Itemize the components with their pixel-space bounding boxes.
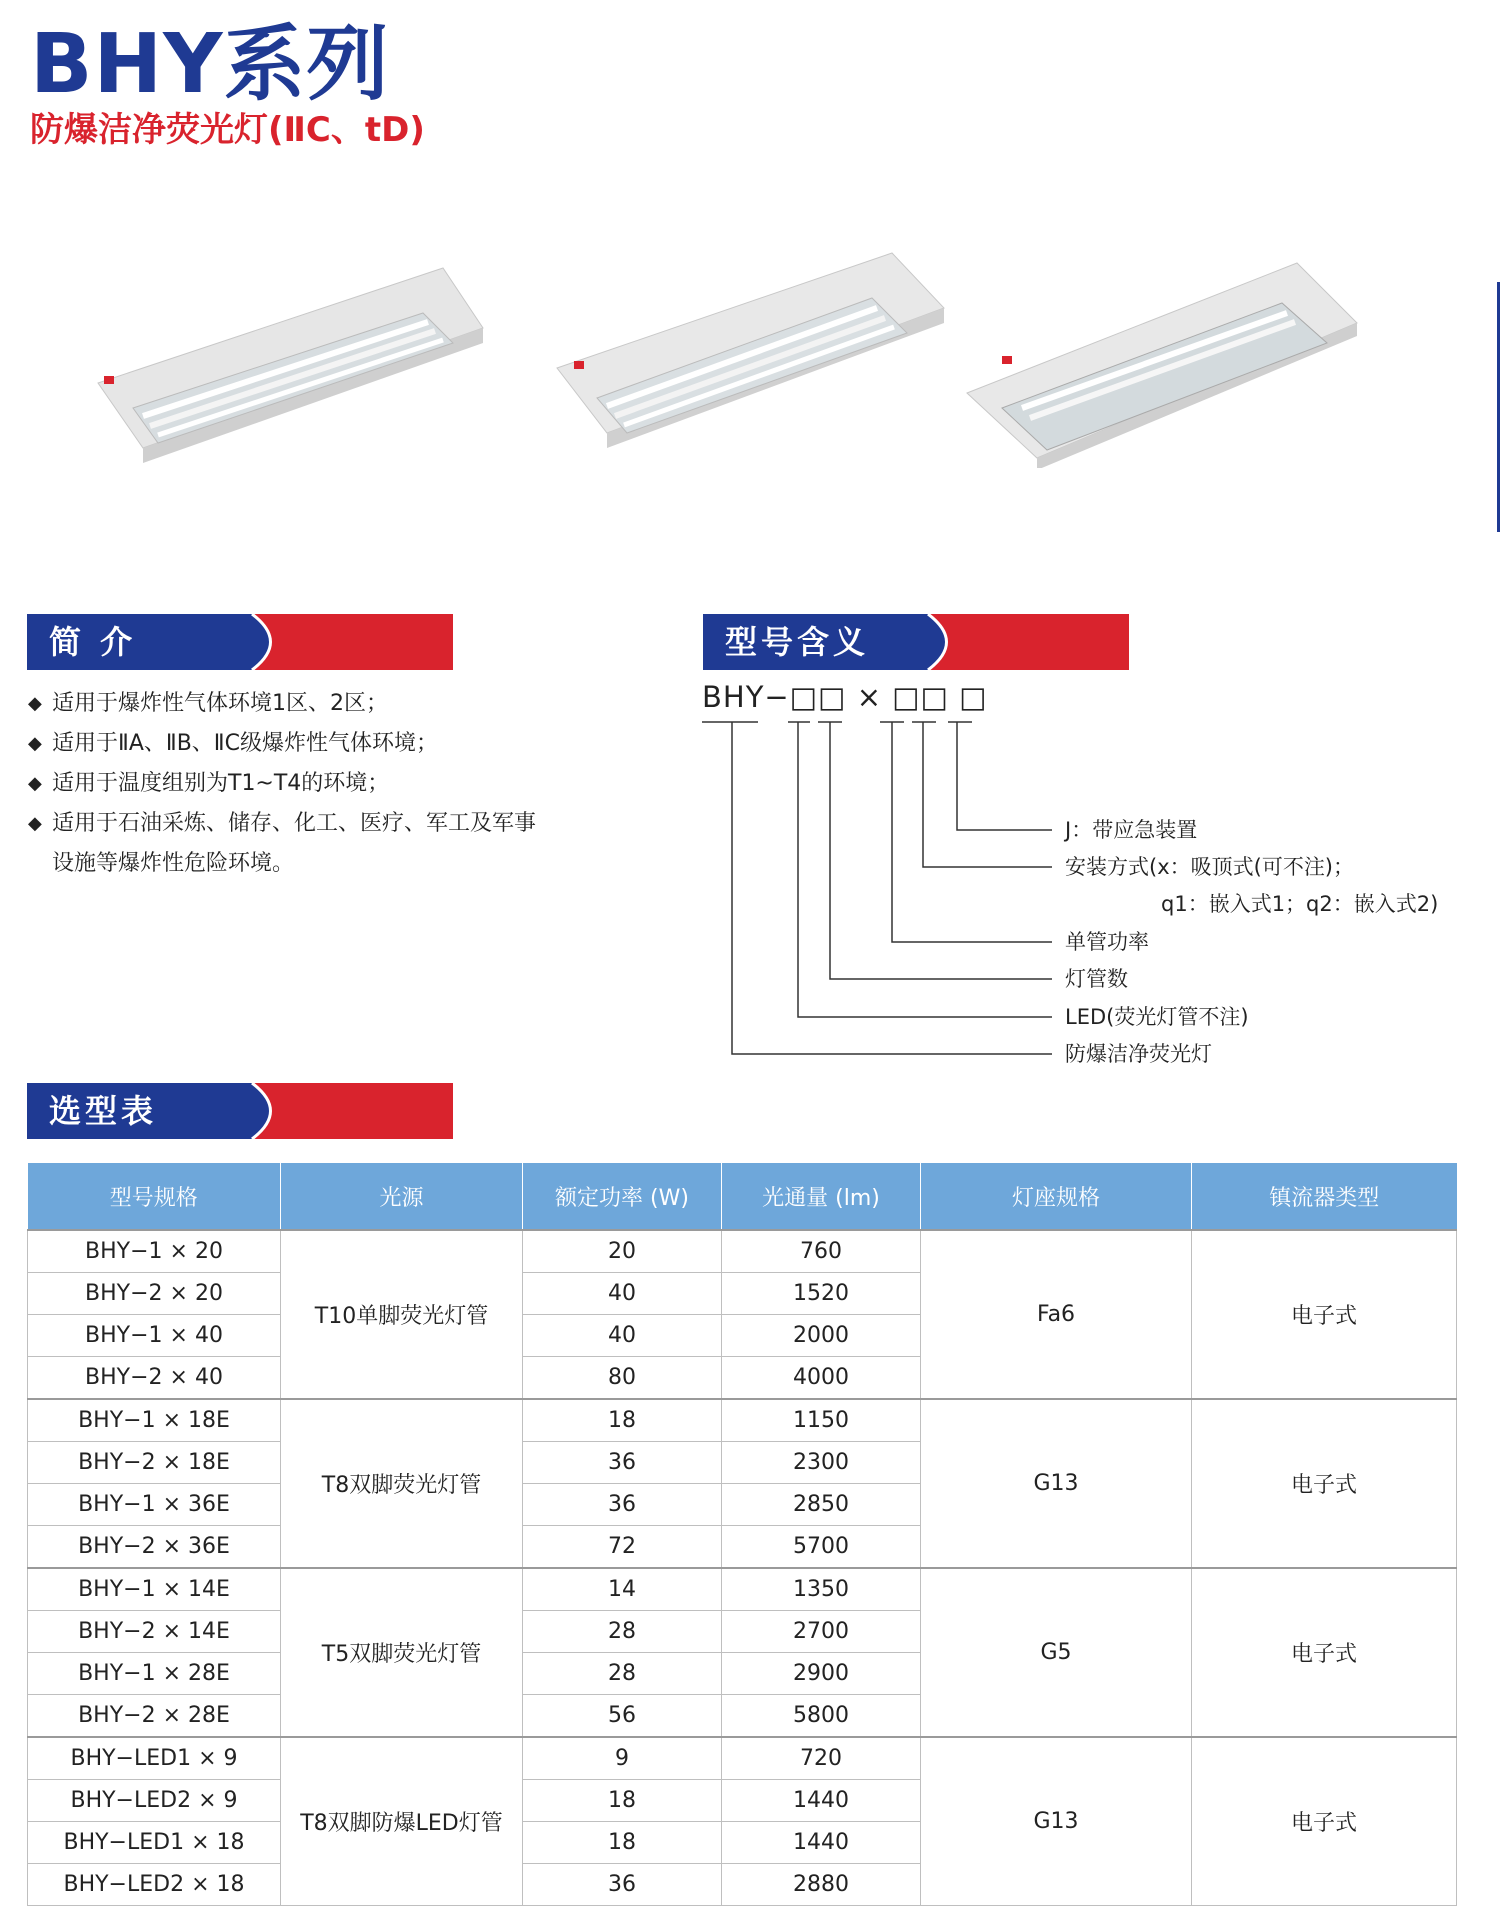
cell-lampholder: G13	[921, 1399, 1192, 1568]
cell-flux: 1440	[722, 1822, 921, 1864]
cell-flux: 1350	[722, 1568, 921, 1611]
cell-power: 28	[523, 1611, 722, 1653]
cell-model: BHY−1 × 36E	[28, 1484, 281, 1526]
selection-table	[27, 1163, 1457, 1906]
cell-lampholder: G5	[921, 1568, 1192, 1737]
table-header-row	[28, 1163, 1457, 1230]
cell-model: BHY−1 × 18E	[28, 1399, 281, 1442]
cell-ballast: 电子式	[1192, 1568, 1457, 1737]
cell-ballast: 电子式	[1192, 1230, 1457, 1399]
cell-model: BHY−2 × 36E	[28, 1526, 281, 1569]
legend-tube-count: 灯管数	[1065, 967, 1128, 991]
cell-flux: 5800	[722, 1695, 921, 1738]
cell-power: 72	[523, 1526, 722, 1569]
cell-power: 36	[523, 1484, 722, 1526]
intro-item: ◆ 适用于ⅡA、ⅡB、ⅡC级爆炸性气体环境；	[28, 724, 588, 764]
cell-model: BHY−LED1 × 18	[28, 1822, 281, 1864]
cell-power: 40	[523, 1273, 722, 1315]
cell-model: BHY−2 × 18E	[28, 1442, 281, 1484]
diamond-bullet-icon: ◆	[28, 693, 42, 714]
table-row	[28, 1230, 1457, 1273]
cell-flux: 5700	[722, 1526, 921, 1569]
col-header-model: 型号规格	[28, 1163, 281, 1230]
cell-lampholder: Fa6	[921, 1230, 1192, 1399]
cell-model: BHY−1 × 28E	[28, 1653, 281, 1695]
legend-led: LED(荧光灯管不注)	[1065, 1005, 1249, 1029]
cell-power: 18	[523, 1780, 722, 1822]
diamond-bullet-icon: ◆	[28, 813, 42, 834]
legend-product: 防爆洁净荧光灯	[1065, 1042, 1212, 1066]
table-row	[28, 1399, 1457, 1442]
col-header-flux: 光通量 (lm)	[722, 1163, 921, 1230]
cell-flux: 2700	[722, 1611, 921, 1653]
cell-source: T5双脚荧光灯管	[281, 1568, 523, 1737]
intro-item-continuation: 设施等爆炸性危险环境。	[52, 851, 295, 876]
cell-model: BHY−2 × 14E	[28, 1611, 281, 1653]
legend-power: 单管功率	[1065, 930, 1149, 954]
cell-model: BHY−2 × 20	[28, 1273, 281, 1315]
cell-flux: 1150	[722, 1399, 921, 1442]
col-header-ballast: 镇流器类型	[1192, 1163, 1457, 1230]
cell-model: BHY−2 × 28E	[28, 1695, 281, 1738]
cell-power: 36	[523, 1864, 722, 1906]
cell-model: BHY−LED1 × 9	[28, 1737, 281, 1780]
cell-source: T8双脚防爆LED灯管	[281, 1737, 523, 1906]
section-header-selection	[27, 1083, 453, 1139]
section-title-selection: 选型表	[49, 1092, 158, 1130]
cell-flux: 1520	[722, 1273, 921, 1315]
col-header-lampholder: 灯座规格	[921, 1163, 1192, 1230]
cell-power: 20	[523, 1230, 722, 1273]
cell-model: BHY−LED2 × 9	[28, 1780, 281, 1822]
intro-item: ◆ 适用于石油采炼、储存、化工、医疗、军工及军事	[28, 804, 588, 844]
cell-flux: 2900	[722, 1653, 921, 1695]
cell-power: 18	[523, 1822, 722, 1864]
cell-flux: 760	[722, 1230, 921, 1273]
cell-flux: 720	[722, 1737, 921, 1780]
cell-model: BHY−2 × 40	[28, 1357, 281, 1400]
model-code: BHY−□□ × □□ □	[702, 680, 988, 714]
cell-source: T10单脚荧光灯管	[281, 1230, 523, 1399]
cell-power: 56	[523, 1695, 722, 1738]
cell-power: 14	[523, 1568, 722, 1611]
cell-flux: 4000	[722, 1357, 921, 1400]
cell-source: T8双脚荧光灯管	[281, 1399, 523, 1568]
diamond-bullet-icon: ◆	[28, 773, 42, 794]
legend-emergency: J：带应急装置	[1065, 818, 1198, 842]
intro-item: ◆ 适用于爆炸性气体环境1区、2区；	[28, 684, 588, 724]
diamond-bullet-icon: ◆	[28, 733, 42, 754]
col-header-power: 额定功率 (W)	[523, 1163, 722, 1230]
cell-lampholder: G13	[921, 1737, 1192, 1906]
cell-power: 18	[523, 1399, 722, 1442]
cell-power: 80	[523, 1357, 722, 1400]
cell-power: 9	[523, 1737, 722, 1780]
cell-power: 36	[523, 1442, 722, 1484]
cell-flux: 2300	[722, 1442, 921, 1484]
cell-power: 28	[523, 1653, 722, 1695]
table-row	[28, 1737, 1457, 1780]
cell-model: BHY−LED2 × 18	[28, 1864, 281, 1906]
legend-mounting-cont: q1：嵌入式1；q2：嵌入式2)	[1161, 892, 1439, 916]
cell-flux: 2000	[722, 1315, 921, 1357]
cell-power: 40	[523, 1315, 722, 1357]
cell-model: BHY−1 × 20	[28, 1230, 281, 1273]
cell-model: BHY−1 × 14E	[28, 1568, 281, 1611]
cell-flux: 2850	[722, 1484, 921, 1526]
section-title-intro: 简 介	[49, 623, 137, 661]
intro-item: ◆ 适用于温度组别为T1~T4的环境；	[28, 764, 588, 804]
cell-model: BHY−1 × 40	[28, 1315, 281, 1357]
page-subtitle: 防爆洁净荧光灯(ⅡC、tD)	[30, 110, 425, 150]
col-header-source: 光源	[281, 1163, 523, 1230]
table-row	[28, 1568, 1457, 1611]
cell-ballast: 电子式	[1192, 1737, 1457, 1906]
cell-ballast: 电子式	[1192, 1399, 1457, 1568]
cell-flux: 2880	[722, 1864, 921, 1906]
page-title: BHY系列	[30, 17, 390, 112]
cell-flux: 1440	[722, 1780, 921, 1822]
legend-mounting: 安装方式(x：吸顶式(可不注)；	[1065, 855, 1355, 879]
section-title-model: 型号含义	[725, 623, 870, 661]
